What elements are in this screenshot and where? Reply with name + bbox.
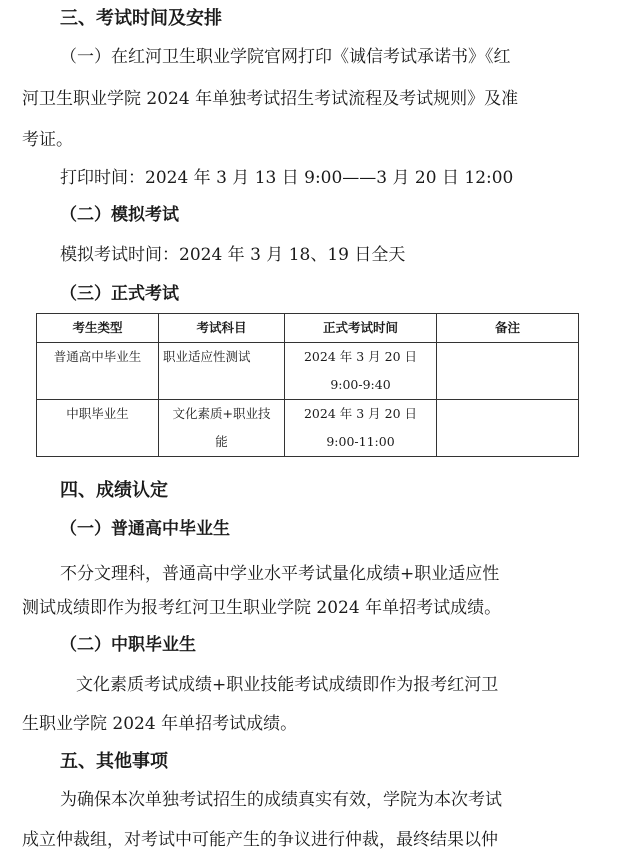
header-subject: 考试科目 (159, 314, 285, 343)
cell-exam-time (285, 343, 437, 400)
section-3-item-1-line-1: （一）在红河卫生职业学院官网打印《诚信考试承诺书》《红 (60, 47, 511, 67)
section-4-item-2-title: （二）中职毕业生 (60, 635, 196, 655)
cell-exam-date: 2024 年 3 月 20 日 (303, 349, 418, 364)
section-3-item-3-title: （三）正式考试 (60, 284, 179, 304)
cell-remarks (437, 400, 579, 457)
cell-exam-hours: 9:00-9:40 (330, 377, 391, 392)
cell-remarks (437, 343, 579, 400)
table-header-row (37, 314, 579, 343)
cell-candidate-type: 普通高中毕业生 (37, 343, 159, 400)
table-row (37, 400, 579, 457)
section-4-item-1-line-1: 不分文理科，普通高中学业水平考试量化成绩+职业适应性 (60, 564, 500, 584)
section-3-title: 三、考试时间及安排 (60, 8, 222, 29)
section-4-title: 四、成绩认定 (60, 480, 168, 501)
section-4-item-1-line-2: 测试成绩即作为报考红河卫生职业学院 2024 年单招考试成绩。 (22, 598, 502, 618)
table-row (37, 343, 579, 400)
section-4-item-1-title: （一）普通高中毕业生 (60, 519, 230, 539)
cell-subject-line-1: 职业适应性测试 (163, 349, 251, 364)
header-exam-time: 正式考试时间 (285, 314, 437, 343)
exam-schedule-table (36, 313, 579, 457)
section-3-item-1-line-2: 河卫生职业学院 2024 年单独考试招生考试流程及考试规则》及准 (22, 89, 519, 109)
print-time: 打印时间：2024 年 3 月 13 日 9:00——3 月 20 日 12:00 (60, 168, 514, 188)
cell-subject (159, 343, 285, 400)
cell-candidate-type: 中职毕业生 (37, 400, 159, 457)
mock-exam-time: 模拟考试时间：2024 年 3 月 18、19 日全天 (60, 245, 406, 265)
cell-exam-date: 2024 年 3 月 20 日 (303, 406, 418, 421)
section-4-item-2-line-1: 文化素质考试成绩+职业技能考试成绩即作为报考红河卫 (76, 675, 499, 695)
section-5-line-2: 成立仲裁组，对考试中可能产生的争议进行仲裁，最终结果以仲 (22, 830, 498, 850)
header-remarks: 备注 (437, 314, 579, 343)
cell-exam-hours: 9:00-11:00 (326, 434, 395, 449)
cell-subject-line-2: 能 (215, 434, 228, 449)
section-5-line-1: 为确保本次单独考试招生的成绩真实有效，学院为本次考试 (60, 790, 502, 810)
section-3-item-1-line-3: 考证。 (22, 130, 73, 150)
cell-subject-line-1: 文化素质+职业技 (172, 406, 271, 421)
cell-subject (159, 400, 285, 457)
cell-exam-time (285, 400, 437, 457)
header-candidate-type: 考生类型 (37, 314, 159, 343)
section-4-item-2-line-2: 生职业学院 2024 年单招考试成绩。 (22, 714, 298, 734)
section-5-title: 五、其他事项 (60, 751, 168, 772)
section-3-item-2-title: （二）模拟考试 (60, 205, 179, 225)
